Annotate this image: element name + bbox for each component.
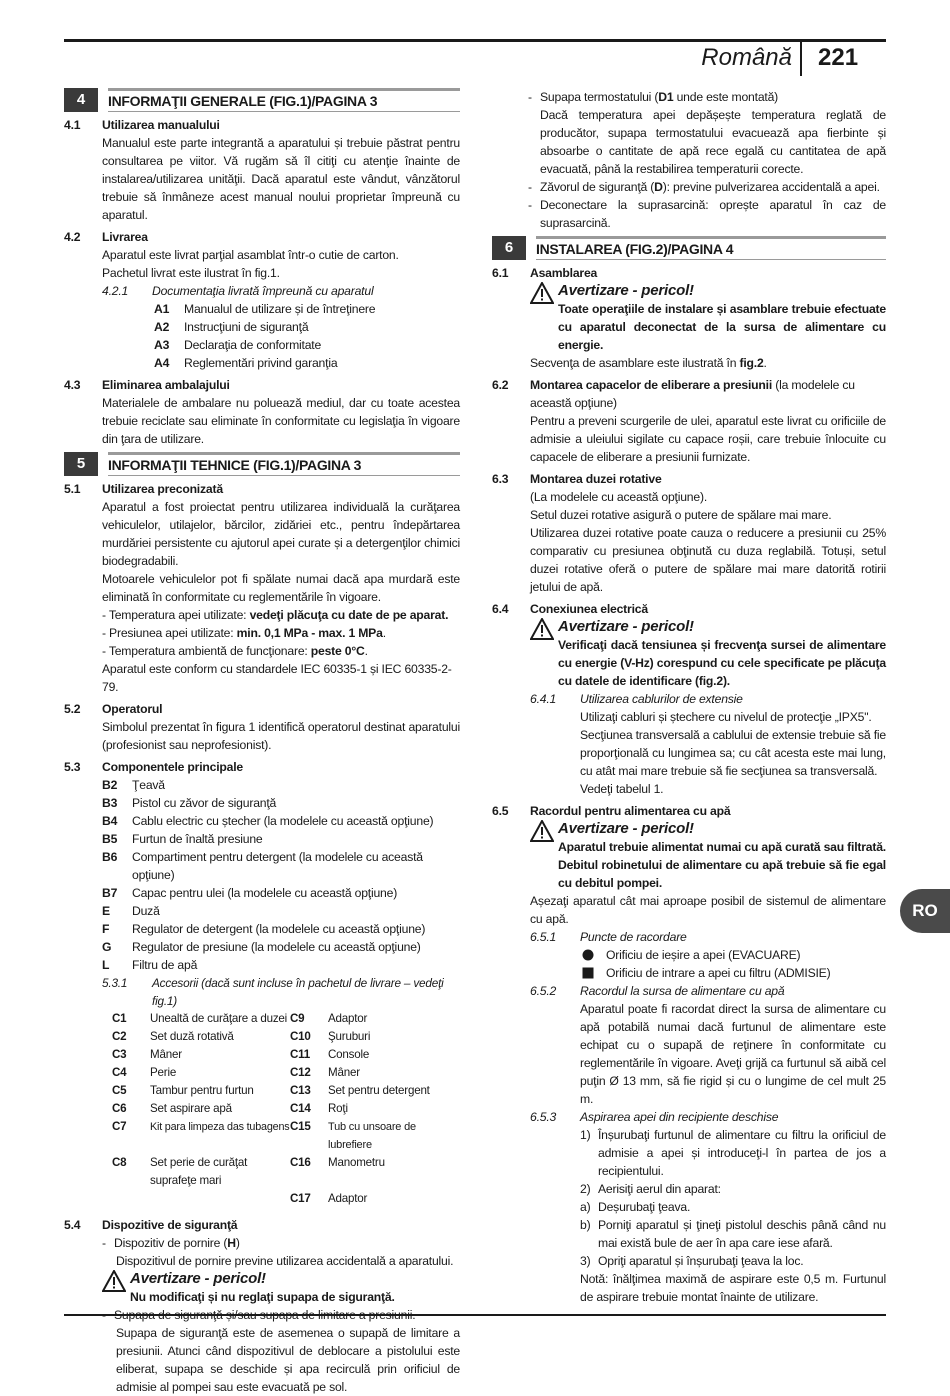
list-item: B3 Pistol cu zăvor de siguranţă [102,796,277,810]
section-number: 5.3 [64,760,81,774]
section-heading [492,600,886,618]
paragraph: Setul duzei rotative asigură o putere de spălare mai mare. [530,508,832,522]
list-item: B6 Compartiment pentru detergent (la modelele cu această opţiune) [102,850,423,882]
section-title: Operatorul [102,702,163,716]
item-code: A4 [154,356,170,370]
top-rule [64,39,886,42]
list-item: b) Porniţi aparatul și ţineţi pistolul deschis până când nu mai există bule de aer în apa care iese afară. [580,1218,886,1250]
chapter-number: 6 [492,236,526,260]
chapter-title: INFORMAŢII TEHNICE (FIG.1)/PAGINA 3 [108,452,460,476]
paragraph: Manualul este parte integrantă a aparatului și trebuie păstrat pentru consultarea pe viitor. Vă rugăm să îl citiţi cu atenţie înainte de instalarea/utilizarea unităţii. Dacă aparatul este vândut, vânzătorul trebuie să înmâneze acest manual noului proprietar împreună cu aparatul. [102,136,460,222]
section-heading [64,480,460,498]
list-item: - Dispozitiv de pornire (H) [102,1236,240,1250]
item-text: Declaraţia de conformitate [184,338,322,352]
section-heading [64,700,460,718]
warning-block [530,820,886,892]
paragraph: Secţiunea transversală a cablului de extensie trebuie să fie proporţională cu lungimea sa; cu cât acesta este mai lung, cu atât mai mare trebuie să fie secţiunea sa transversală. [580,728,886,778]
paragraph: Supapa de siguranţă este de asemenea o supapă de limitare a presiunii. Atunci când dispozitivul de deblocare a pistolului este eliberat, supapa se deschide și apa recirculă prin orificiul de admisie al pompei sau este evacuată pe sol. [116,1326,460,1394]
chapter-number: 5 [64,452,98,476]
section-title: Conexiunea electrică [530,602,648,616]
paragraph: Aparatul poate fi racordat direct la sursa de alimentare cu apă potabilă numai dacă furtunul de alimentare este echipat cu o supapă de reţinere în conformitate cu reglementările în vigoare. Aveţi grijă ca furtunul să aibă cel puţin Ø 13 mm, să fie rigid și cu o lungime de cel mult 25 m. [580,1002,886,1106]
chapter-4-heading [64,88,460,112]
note: Notă: înălţimea maximă de aspirare este 0,5 m. Furtunul de aspirare trebuie montat înainte de utilizare. [580,1272,886,1304]
section-title: Racordul pentru alimentarea cu apă [530,804,731,818]
list-item [154,318,460,336]
paragraph: (La modelele cu această opţiune). [530,490,708,504]
spec-line: - Temperatura ambientă de funcţionare: peste 0°C. [102,644,368,658]
list-item: Orificiu de intrare a apei cu filtru (ADMISIE) [582,964,886,982]
chapter-title: INSTALAREA (FIG.2)/PAGINA 4 [536,236,886,260]
subsection-title: Accesorii (dacă sunt incluse în pachetul de livrare – vedeţi fig.1) [152,976,444,1008]
warning-icon [102,1270,130,1306]
list-item: 2) Aerisiţi aerul din aparat: [580,1182,721,1196]
language-label: Română [701,44,792,71]
section-heading [64,1216,460,1234]
subsection-title: Documentaţia livrată împreună cu aparatul [152,284,374,298]
subsection-title: Utilizarea cablurilor de extensie [580,692,743,706]
section-heading [492,264,886,282]
section-number: 5.1 [64,482,81,496]
paragraph: Dacă temperatura apei depășește temperatura reglată de producător, supapa termostatului evacuează apa fierbinte și absoarbe o cantitate de apă rece egală cu cantitatea de apă evacuată, până la restabilirea temperaturii corecte. [540,108,886,176]
list-item [154,336,460,354]
paragraph: Materialele de ambalare nu poluează mediul, dar cu toate acestea trebuie reciclate sau eliminate în conformitate cu legislaţia în vigoare din ţara de utilizare. [102,396,460,446]
warning-block [102,1270,460,1306]
warning-block [530,618,886,690]
section-number: 6.5 [492,804,509,818]
section-number: 6.3 [492,472,509,486]
spec-line: - Temperatura apei utilizate: vedeţi plăcuţa cu date de pe aparat. [102,608,449,622]
list-item: G Regulator de presiune (la modelele cu această opţiune) [102,940,421,954]
section-heading [492,376,886,412]
subsection-heading: 6.5.3 Aspirarea apei din recipiente deschise [530,1110,779,1124]
paragraph: Pentru a preveni scurgerile de ulei, aparatul este livrat cu orificiile de admisie a uleiului sigilate cu capace roșii, care trebuie înlocuite cu capacele de eliberare a presiunii furnizate. [530,414,886,464]
list-item: L Filtru de apă [102,958,198,972]
warning-text: Nu modificaţi și nu reglaţi supapa de siguranţă. [130,1290,395,1304]
subsection-heading [102,974,460,1010]
list-item [154,354,460,372]
section-title: Asamblarea [530,266,598,280]
section-title: Componentele principale [102,760,243,774]
warning-text: Verificaţi dacă tensiunea și frecvenţa sursei de alimentare cu energie (V-Hz) corespund cu cele specificate pe plăcuţa cu datele de identificare (fig.2). [558,638,886,688]
section-heading [64,376,460,394]
chapter-5-heading [64,452,460,476]
section-number: 6.1 [492,266,509,280]
subsection-heading [102,282,460,300]
warning-icon [530,282,558,354]
right-column [492,88,886,1306]
square-icon [582,964,606,982]
section-number: 6.4 [492,602,509,616]
list-item: Orificiu de ieșire a apei (EVACUARE) [582,946,886,964]
item-text: Manualul de utilizare și de întreţinere [184,302,376,316]
section-heading [492,470,886,488]
subsection-number: 6.4.1 [530,692,557,706]
paragraph: Simbolul prezentat în figura 1 identifică operatorul destinat aparatului (profesionist sau neprofesionist). [102,720,460,752]
spec-line: - Presiunea apei utilizate: min. 0,1 MPa - max. 1 MPa. [102,626,386,640]
subsection-number: 5.3.1 [102,976,128,990]
paragraph: Vedeţi tabelul 1. [580,782,664,796]
language-tab[interactable]: RO [900,889,950,933]
section-title: Montarea duzei rotative [530,472,662,486]
paragraph: Așezaţi aparatul cât mai aproape posibil de sistemul de alimentare cu apă. [530,894,886,926]
list-item: a) Deșurubaţi ţeava. [580,1200,691,1214]
paragraph: Secvenţa de asamblare este ilustrată în fig.2. [530,356,767,370]
section-number: 5.2 [64,702,81,716]
section-title: Eliminarea ambalajului [102,378,230,392]
paragraph: Dispozitivul de pornire previne utilizarea accidentală a aparatului. [116,1254,454,1268]
accessories-table: C1 Unealtă de curăţare a duzei C9 Adaptor C2 Set duză rotativă C10 Şuruburi C3 Mâner C11 Console C4 Perie C12 Mâner C5 Tambur pentru furtun C13 Set pentru detergent C6 Set aspirare apă C14 Roţi C7 Kit para limpeza das tubagens C15 Tub cu unsoare de lubrefiere C8 Set perie de curăţat suprafeţe mari C16 Manometru C17 Adaptor [112,1012,430,1205]
section-heading [64,228,460,246]
page-number: 221 [818,44,859,71]
section-title: Utilizarea manualului [102,118,220,132]
section-number: 4.2 [64,230,81,244]
section-heading [492,802,886,820]
paragraph: Aparatul a fost proiectat pentru utilizarea individuală la curăţarea vehiculelor, utilajelor, bărcilor, zidăriei etc., pentru îndepărtarea murdăriei persistente cu ajutorul apei curate și a detergenţilor chimici biodegradabili. [102,500,460,568]
section-heading [64,116,460,134]
paragraph: Aparatul este conform cu standardele IEC 60335-1 și IEC 60335-2-79. [102,662,452,694]
warning-text: Toate operaţiile de instalare și asamblare trebuie efectuate cu aparatul deconectat de la sursa de alimentare cu energie. [558,302,886,352]
item-code: A2 [154,320,170,334]
list-item: - Supapa termostatului (D1 unde este montată) [528,90,779,104]
warning-title: Avertizare - pericol! [130,1270,266,1287]
left-column [64,88,460,1396]
item-code: A3 [154,338,170,352]
header-separator [800,42,802,76]
section-title: Montarea capacelor de eliberare a presiunii [530,378,773,392]
paragraph: Utilizarea duzei rotative poate cauza o reducere a presiunii cu 25% comparativ cu presiunea obţinută cu duza reglabilă. Totuși, setul duzei rotative oferă o putere de spălare mai mare datorită rotirii jetului de apă. [530,526,886,594]
list-item: F Regulator de detergent (la modelele cu această opţiune) [102,922,426,936]
warning-title: Avertizare - pericol! [558,282,694,299]
paragraph: Motoarele vehiculelor pot fi spălate numai dacă apa murdară este eliminată în conformitate cu reglementările în vigoare. [102,572,460,604]
section-number: 5.4 [64,1218,81,1232]
section-title: Utilizarea preconizată [102,482,223,496]
warning-icon [530,618,558,690]
list-item: - Zăvorul de siguranţă (D): previne pulverizarea accidentală a apei. [528,180,880,194]
section-number: 4.1 [64,118,81,132]
chapter-number: 4 [64,88,98,112]
list-item: 3) Opriţi aparatul și înșurubaţi ţeava la loc. [580,1254,804,1268]
chapter-6-heading [492,236,886,260]
list-item: - Deconectare la suprasarcină: oprește aparatul în caz de suprasarcină. [528,198,886,230]
section-title-note: (la modelele cu această opţiune) [530,378,855,410]
warning-text: Aparatul trebuie alimentat numai cu apă curată sau filtrată. Debitul robinetului de alimentare cu apă trebuie să fie egal cu debitul pompei. [558,840,886,890]
list-item: 1) Înșurubaţi furtunul de alimentare cu filtru la orificiul de admisie a apei și introduceţi-l în partea de jos a recipientului. [580,1128,886,1178]
subsection-heading [530,690,886,708]
warning-title: Avertizare - pericol! [558,618,694,635]
subsection-number: 4.2.1 [102,284,129,298]
chapter-title: INFORMAŢII GENERALE (FIG.1)/PAGINA 3 [108,88,460,112]
paragraph: Utilizaţi cabluri și ștechere cu nivelul de protecţie „IPX5". [580,710,872,724]
paragraph: Pachetul livrat este ilustrat în fig.1. [102,266,280,280]
section-title: Dispozitive de siguranţă [102,1218,238,1232]
item-text: Reglementări privind garanţia [184,356,338,370]
list-item: - Supapa de siguranţă și/sau supapa de limitare a presiunii. [102,1308,416,1322]
list-item: B4 Cablu electric cu ștecher (la modelele cu această opţiune) [102,814,434,828]
section-heading [64,758,460,776]
item-code: A1 [154,302,170,316]
list-item: B7 Capac pentru ulei (la modelele cu această opţiune) [102,886,398,900]
warning-block [530,282,886,354]
item-text: Instrucţiuni de siguranţă [184,320,309,334]
warning-icon [530,820,558,892]
list-item: E Duză [102,904,160,918]
subsection-heading: 6.5.1 Puncte de racordare [530,930,687,944]
paragraph: Aparatul este livrat parţial asamblat într-o cutie de carton. [102,248,399,262]
list-item [154,300,460,318]
section-title: Livrarea [102,230,148,244]
section-number: 6.2 [492,378,509,392]
warning-title: Avertizare - pericol! [558,820,694,837]
list-item: B5 Furtun de înaltă presiune [102,832,263,846]
circle-icon [582,946,606,964]
list-item: B2 Ţeavă [102,778,165,792]
subsection-heading: 6.5.2 Racordul la sursa de alimentare cu apă [530,984,785,998]
section-number: 4.3 [64,378,81,392]
